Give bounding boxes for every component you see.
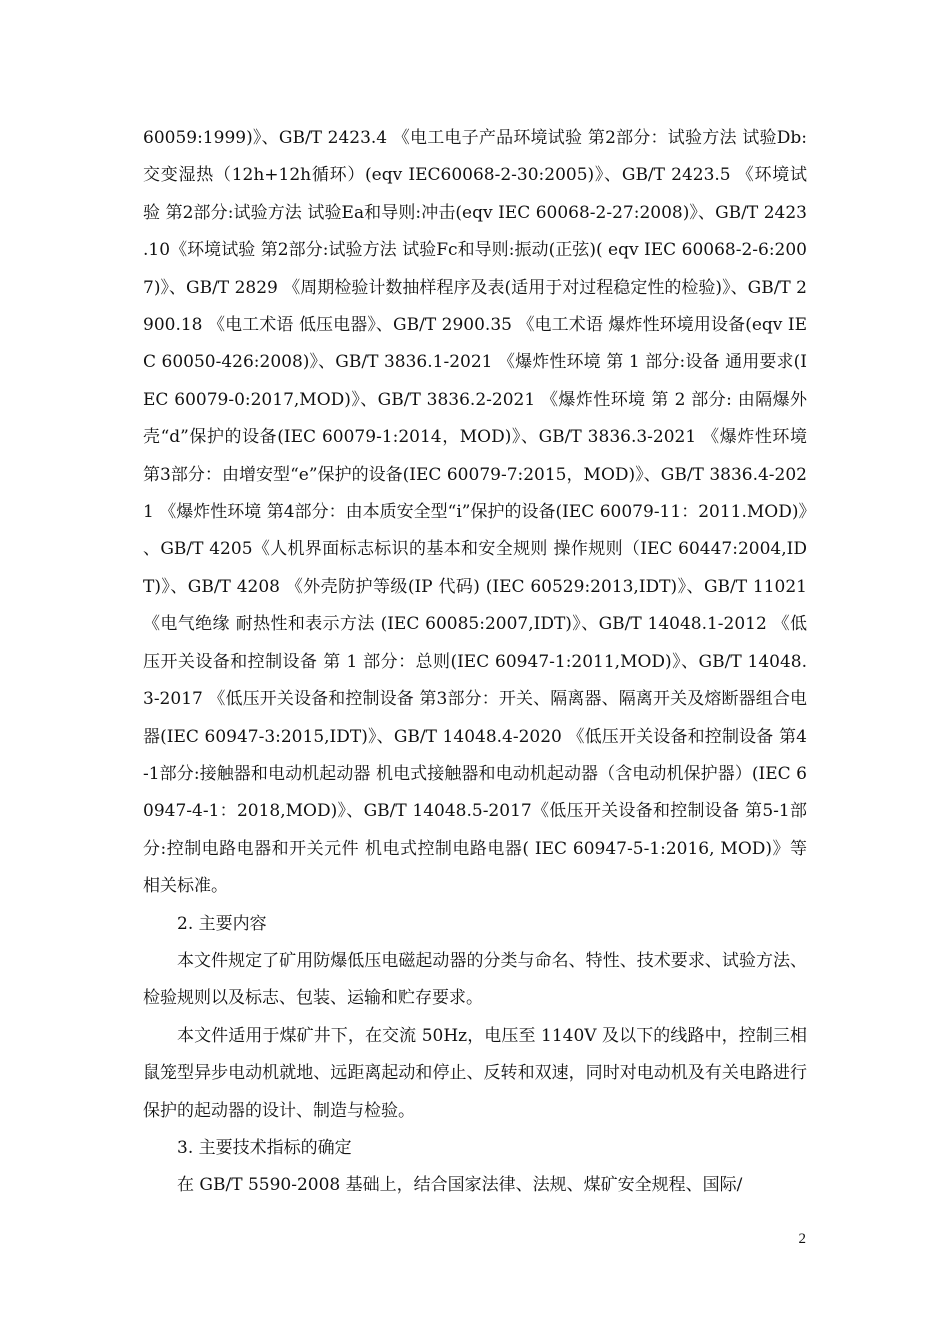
standards-reference-paragraph: 60059:1999)》、GB/T 2423.4 《电工电子产品环境试验 第2部分：试验方法 试验Db:交变湿热（12h+12h循环）(eqv IEC60068-2-30:2005)》、GB/T 2423.5 《环境试验 第2部分:试验方法 试验Ea和导则:冲击(eqv IEC 60068-2-27:2008)》、GB/T 2423.10《环境试验 第2部分:试验方法 试验Fc和导则:振动(正弦)( eqv IEC 60068-2-6:2007)》、GB/T 2829 《周期检验计数抽样程序及表(适用于对过程稳定性的检验)》、GB/T 2900.18 《电工术语 低压电器》、GB/T 2900.35 《电工术语 爆炸性环境用设备(eqv IEC 60050-426:2008)》、GB/T 3836.1-2021 《爆炸性环境 第 1 部分:设备 通用要求(IEC 60079-0:2017,MOD)》、GB/T 3836.2-2021 《爆炸性环境 第 2 部分: 由隔爆外壳“d”保护的设备(IEC 60079-1:2014，MOD)》、GB/T 3836.3-2021 《爆炸性环境 第3部分：由增安型“e”保护的设备(IEC 60079-7:2015，MOD)》、GB/T 3836.4-2021 《爆炸性环境 第4部分：由本质安全型“i”保护的设备(IEC 60079-11：2011.MOD)》、GB/T 4205《人机界面标志标识的基本和安全规则 操作规则（IEC 60447:2004,IDT)》、GB/T 4208 《外壳防护等级(IP 代码) (IEC 60529:2013,IDT)》、GB/T 11021 《电气绝缘 耐热性和表示方法 (IEC 60085:2007,IDT)》、GB/T 14048.1-2012 《低压开关设备和控制设备 第 1 部分：总则(IEC 60947-1:2011,MOD)》、GB/T 14048.3-2017 《低压开关设备和控制设备 第3部分：开关、隔离器、隔离开关及熔断器组合电器(IEC 60947-3:2015,IDT)》、GB/T 14048.4-2020 《低压开关设备和控制设备 第4-1部分:接触器和电动机起动器 机电式接触器和电动机起动器（含电动机保护器）(IEC 60947-4-1：2018,MOD)》、GB/T 14048.5-2017《低压开关设备和控制设备 第5-1部分:控制电路电器和开关元件 机电式控制电路电器( IEC 60947-5-1:2016, MOD)》等相关标准。 [143, 128, 807, 897]
document-body [143, 120, 807, 1205]
section-heading-main-content: 2. 主要内容 [177, 913, 267, 934]
scope-application-paragraph: 本文件适用于煤矿井下，在交流 50Hz，电压至 1140V 及以下的线路中，控制三相鼠笼型异步电动机就地、远距离起动和停止、反转和双速，同时对电动机及有关电路进行保护的起动器的设计、制造与检验。 [143, 1025, 807, 1121]
section-heading-technical-indicators: 3. 主要技术指标的确定 [177, 1137, 352, 1158]
scope-definition-paragraph: 本文件规定了矿用防爆低压电磁起动器的分类与命名、特性、技术要求、试验方法、检验规则以及标志、包装、运输和贮存要求。 [143, 950, 807, 1009]
page-number: 2 [798, 1231, 806, 1247]
technical-indicators-paragraph: 在 GB/T 5590-2008 基础上，结合国家法律、法规、煤矿安全规程、国际/ [177, 1175, 743, 1196]
